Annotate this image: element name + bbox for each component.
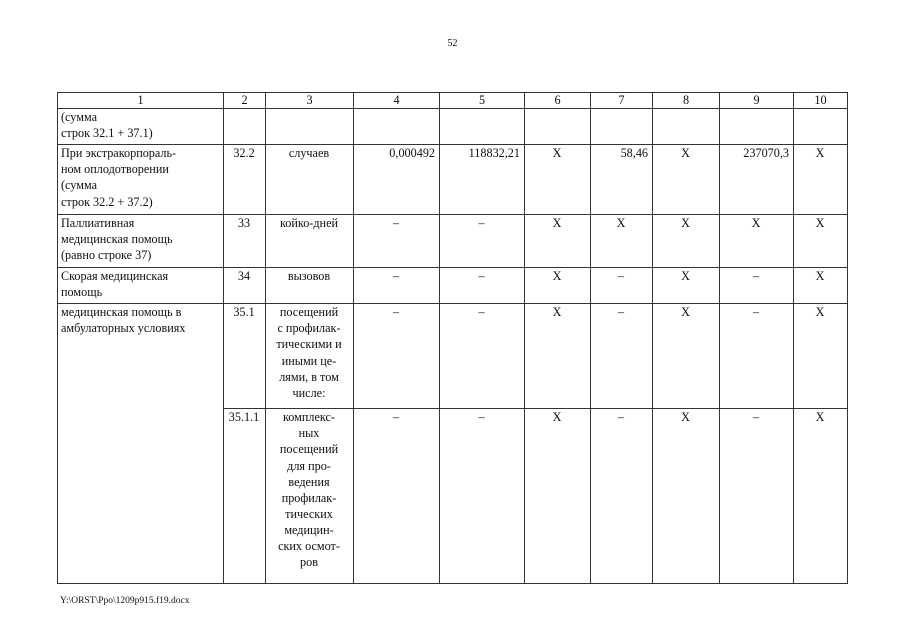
- table-cell: –: [720, 268, 794, 304]
- row-unit-cell: комплекс- ных посещений для про- ведения профилак- тических медицин- ских осмот- ров: [266, 409, 354, 584]
- table-cell: 118832,21: [440, 145, 525, 215]
- data-table: [57, 92, 848, 584]
- row-code-cell: 35.1.1: [224, 409, 266, 584]
- column-header: 10: [794, 93, 848, 109]
- table-cell: Х: [525, 409, 591, 584]
- table-cell: Х: [794, 145, 848, 215]
- table-cell: [525, 109, 591, 145]
- table-cell: Х: [525, 215, 591, 268]
- page-number: 52: [447, 38, 458, 49]
- row-code-cell: 35.1: [224, 304, 266, 409]
- table-cell: Х: [525, 145, 591, 215]
- table-cell: [440, 109, 525, 145]
- table-cell: Х: [720, 215, 794, 268]
- table-cell: –: [591, 409, 653, 584]
- table-row: [58, 109, 848, 145]
- column-header: 7: [591, 93, 653, 109]
- column-header: 9: [720, 93, 794, 109]
- table-cell: –: [440, 409, 525, 584]
- table-cell: Х: [653, 268, 720, 304]
- table-cell: 237070,3: [720, 145, 794, 215]
- row-unit-cell: [266, 109, 354, 145]
- row-code-cell: 34: [224, 268, 266, 304]
- table-cell: 58,46: [591, 145, 653, 215]
- table-cell: Х: [653, 215, 720, 268]
- table-cell: –: [440, 304, 525, 409]
- table-cell: Х: [525, 304, 591, 409]
- table-cell: Х: [525, 268, 591, 304]
- table-cell: –: [354, 215, 440, 268]
- table-cell: –: [354, 304, 440, 409]
- table-cell: [354, 109, 440, 145]
- row-name-cell: (сумма строк 32.1 + 37.1): [58, 109, 224, 145]
- table-cell: Х: [794, 268, 848, 304]
- table-row: [58, 215, 848, 268]
- table-row: [58, 304, 848, 409]
- table-cell: [794, 109, 848, 145]
- row-name-cell: медицинская помощь в амбулаторных условиях: [58, 304, 224, 584]
- column-header: 1: [58, 93, 224, 109]
- table-cell: Х: [591, 215, 653, 268]
- table-cell: –: [591, 304, 653, 409]
- table-row: [58, 268, 848, 304]
- row-unit-cell: вызовов: [266, 268, 354, 304]
- table-cell: –: [354, 268, 440, 304]
- column-header: 3: [266, 93, 354, 109]
- column-header: 8: [653, 93, 720, 109]
- table-cell: –: [720, 409, 794, 584]
- table-cell: –: [354, 409, 440, 584]
- row-code-cell: [224, 109, 266, 145]
- table-header-row: [58, 93, 848, 109]
- row-unit-cell: койко-дней: [266, 215, 354, 268]
- row-unit-cell: случаев: [266, 145, 354, 215]
- row-name-cell: Паллиативная медицинская помощь (равно строке 37): [58, 215, 224, 268]
- row-name-cell: Скорая медицинская помощь: [58, 268, 224, 304]
- table-cell: –: [440, 268, 525, 304]
- column-header: 6: [525, 93, 591, 109]
- table-cell: [720, 109, 794, 145]
- row-unit-cell: посещений с профилак- тическими и иными це- лями, в том числе:: [266, 304, 354, 409]
- table-cell: –: [720, 304, 794, 409]
- table-cell: Х: [653, 304, 720, 409]
- table-cell: Х: [653, 145, 720, 215]
- table-cell: [591, 109, 653, 145]
- table-cell: Х: [653, 409, 720, 584]
- table-row: [58, 145, 848, 215]
- column-header: 4: [354, 93, 440, 109]
- footer-file-path: Y:\ORST\Ppo\1209p915.f19.docx: [60, 596, 190, 606]
- table-cell: –: [440, 215, 525, 268]
- table-cell: Х: [794, 215, 848, 268]
- table-cell: [653, 109, 720, 145]
- row-code-cell: 32.2: [224, 145, 266, 215]
- column-header: 5: [440, 93, 525, 109]
- column-header: 2: [224, 93, 266, 109]
- table-cell: Х: [794, 304, 848, 409]
- table-cell: 0,000492: [354, 145, 440, 215]
- table-cell: Х: [794, 409, 848, 584]
- row-code-cell: 33: [224, 215, 266, 268]
- table-cell: –: [591, 268, 653, 304]
- row-name-cell: При экстракорпораль- ном оплодотворении (сумма строк 32.2 + 37.2): [58, 145, 224, 215]
